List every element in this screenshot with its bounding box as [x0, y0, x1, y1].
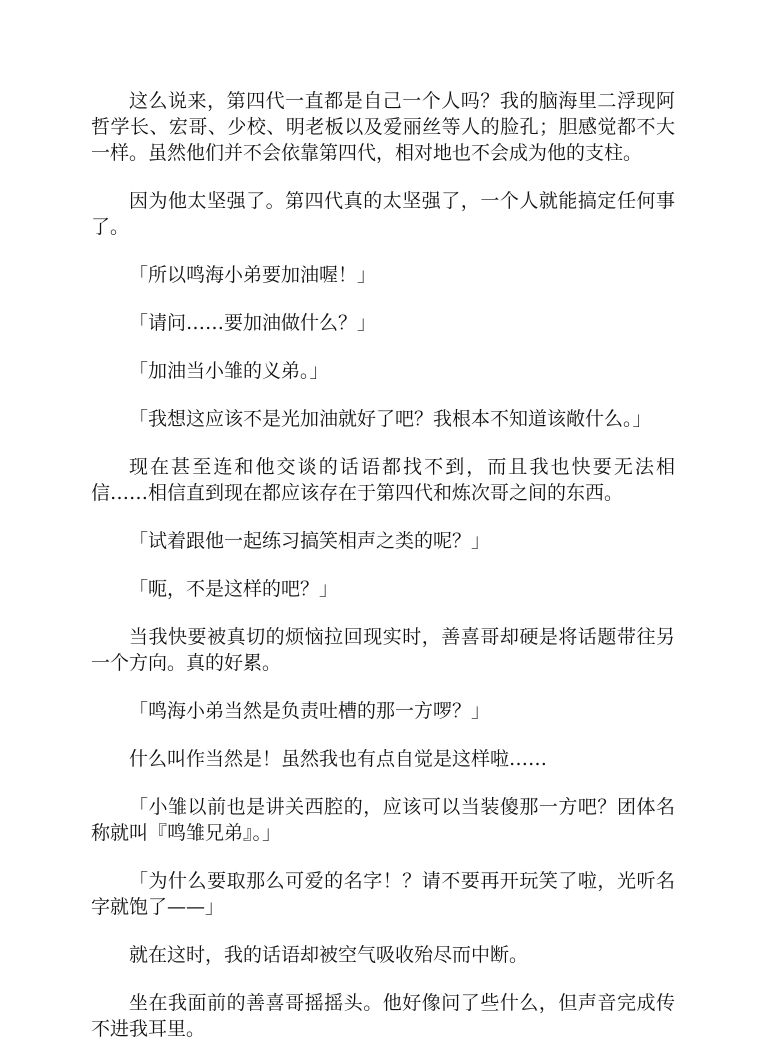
paragraph-3: 现在甚至连和他交谈的话语都找不到，而且我也快要无法相信……相信直到现在都应该存在于第四代和炼次哥之间的东西。 — [91, 456, 675, 504]
paragraph-7: 坐在我面前的善喜哥摇摇头。他好像问了些什么，但声音完成传不进我耳里。 — [91, 992, 675, 1040]
paragraph-1: 这么说来，第四代一直都是自己一个人吗？我的脑海里二浮现阿哲学长、宏哥、少校、明老板以及爱丽丝等人的脸孔；胆感觉都不大一样。虽然他们并不会依靠第四代，相对地也不会成为他的支柱。 — [91, 90, 675, 164]
document-page — [91, 88, 675, 1064]
paragraph-2: 因为他太坚强了。第四代真的太坚强了，一个人就能搞定任何事了。 — [91, 190, 675, 238]
dialogue-line-9: 「为什么要取那么可爱的名字！？请不要再开玩笑了啦，光听名字就饱了——」 — [91, 870, 675, 918]
dialogue-line-7: 「鸣海小弟当然是负责吐槽的那一方啰？」 — [129, 700, 491, 722]
dialogue-line-6: 「呃，不是这样的吧？」 — [129, 578, 339, 600]
paragraph-6: 就在这时，我的话语却被空气吸收殆尽而中断。 — [129, 944, 529, 966]
dialogue-line-4: 「我想这应该不是光加油就好了吧？我根本不知道该敞什么。」 — [129, 408, 652, 430]
paragraph-5: 什么叫作当然是！虽然我也有点自觉是这样啦…… — [129, 748, 548, 770]
dialogue-line-3: 「加油当小雏的义弟。」 — [129, 360, 329, 382]
dialogue-line-5: 「试着跟他一起练习搞笑相声之类的呢？」 — [129, 530, 491, 552]
dialogue-line-8: 「小雏以前也是讲关西腔的，应该可以当装傻那一方吧？团体名称就叫『鸣雏兄弟』。」 — [91, 796, 675, 844]
paragraph-4: 当我快要被真切的烦恼拉回现实时，善喜哥却硬是将话题带往另一个方向。真的好累。 — [91, 626, 675, 674]
dialogue-line-2: 「请问……要加油做什么？」 — [129, 312, 377, 334]
dialogue-line-1: 「所以鸣海小弟要加油喔！」 — [129, 264, 377, 286]
